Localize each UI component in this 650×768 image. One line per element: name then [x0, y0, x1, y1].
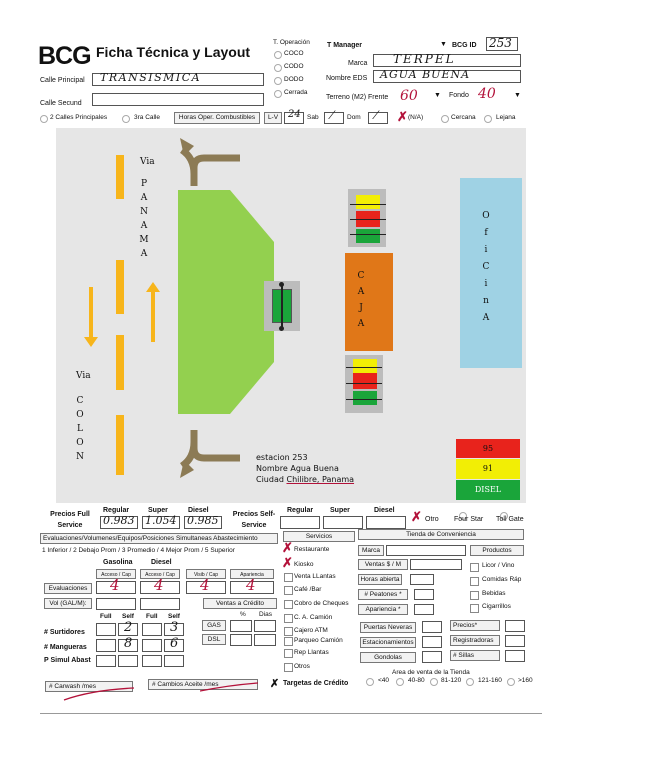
otro-label: Otro — [425, 516, 439, 523]
lv-value: 24 — [288, 109, 301, 120]
area-radio[interactable] — [466, 678, 474, 686]
nombre-eds-label: Nombre EDS — [326, 75, 368, 82]
tienda-apariencia-field[interactable] — [414, 604, 434, 615]
servicio-item: Cobro de Cheques — [294, 600, 349, 607]
via-panama-label: Via — [140, 157, 155, 167]
tienda-apariencia: Apariencia * — [358, 604, 408, 615]
col-super: Super — [148, 507, 168, 514]
chevron-down-icon[interactable]: ▼ — [434, 92, 441, 99]
vol-field[interactable] — [96, 598, 136, 610]
eval-scale: 1 Inferior / 2 Debajo Prom / 3 Promedio / 4 Mejor Prom / 5 Superior — [42, 547, 235, 554]
lv-button[interactable]: L-V — [264, 112, 282, 124]
bcg-id-value: 253 — [489, 36, 512, 50]
mangueras-gas-value: 8 — [124, 636, 133, 651]
caja-letter: A — [357, 287, 365, 297]
via-panama-letter: M — [139, 235, 149, 245]
ciudad-value: Chilibre, Panama — [286, 475, 355, 484]
nombre-eds-value: AGUA BUENA — [380, 68, 471, 81]
ventas-credito-button[interactable]: Ventas a Crédito — [203, 598, 277, 609]
cigarrillos-label: Cigarrillos — [482, 603, 511, 610]
tienda-precios: Precios* — [450, 620, 500, 631]
gas-dias-field[interactable] — [254, 620, 276, 632]
chevron-down-icon[interactable]: ▼ — [514, 92, 521, 99]
tienda-sillas: # Sillas — [450, 650, 500, 661]
surtidores-dsl-value: 3 — [170, 620, 179, 635]
tienda-marca: Marca — [358, 545, 384, 556]
pump-slot-diesel — [353, 391, 377, 405]
gas-pct-field[interactable] — [230, 620, 252, 632]
op-radio-cerrada[interactable] — [274, 90, 282, 98]
form-title: Ficha Técnica y Layout — [96, 44, 251, 60]
tienda-ventas: Ventas $ / M — [358, 559, 408, 570]
servicio-item: Otros — [294, 663, 310, 670]
bebidas-label: Bebidas — [482, 590, 506, 597]
simul-label: P Simul Abast — [44, 657, 91, 664]
precios-full-label: Precios Full Service — [50, 511, 90, 529]
oficina-letter: i — [484, 245, 488, 255]
targetas-label: Targetas de Crédito — [283, 680, 349, 687]
evaluaciones-header: Evaluaciones/Volumenes/Equipos/Posiciones Simultaneas Abastecimiento — [40, 533, 278, 544]
toll-gate-label: Toll Gate — [496, 516, 524, 523]
pump-slot-91 — [353, 359, 377, 373]
evaluaciones-label: Evaluaciones — [44, 583, 92, 594]
area-option: 40-80 — [408, 677, 425, 684]
x-mark-icon: ✗ — [397, 109, 408, 124]
surt-full-header: Full — [100, 613, 112, 620]
radio-cercana[interactable] — [441, 115, 449, 123]
eval-col-header: Apariencia — [230, 569, 274, 579]
tienda-sillas-field[interactable] — [505, 650, 525, 662]
servicio-checkbox[interactable] — [284, 663, 293, 672]
via-colon-letter: C — [76, 396, 84, 406]
caja-letter: C — [357, 271, 365, 281]
comidas-label: Comidas Ráp — [482, 576, 522, 583]
surtidores-field[interactable] — [96, 623, 116, 636]
tienda-precios-field[interactable] — [505, 620, 525, 632]
via-panama-letter: P — [140, 179, 148, 189]
via-colon-letter: O — [76, 410, 84, 420]
x-mark-icon: ✗ — [282, 540, 293, 555]
simul-field[interactable] — [164, 655, 184, 667]
carwash-field[interactable]: # Carwash /mes — [45, 681, 133, 692]
vol-field[interactable] — [140, 598, 180, 610]
servicio-item: Café /Bar — [294, 586, 322, 593]
pump-slot-95 — [353, 373, 377, 389]
t-operacion-label: T. Operación — [273, 39, 310, 46]
fondo-value: 40 — [478, 86, 496, 102]
eval-col-header: Acceso / Cap — [96, 569, 136, 579]
arrow-down-icon — [84, 287, 98, 347]
radio-3ra-calle[interactable] — [122, 115, 130, 123]
bcg-id-label: BCG ID — [452, 42, 477, 49]
nombre-label: Nombre — [256, 464, 288, 473]
op-radio-coco[interactable] — [274, 51, 282, 59]
frente-value: 60 — [400, 88, 418, 104]
mangueras-field[interactable] — [96, 639, 116, 652]
area-radio[interactable] — [430, 678, 438, 686]
servicio-item: Rep Llantas — [294, 649, 329, 656]
terreno-label: Terreno (M2) Frente — [326, 94, 389, 101]
tienda-gondolas-field[interactable] — [422, 651, 442, 663]
cambios-aceite-field[interactable]: # Cambios Aceite /mes — [148, 679, 258, 690]
dsl-label: DSL — [202, 634, 226, 645]
oficina-letter: C — [482, 262, 490, 272]
nombre-value: Agua Buena — [290, 464, 339, 473]
area-option: <40 — [378, 677, 390, 684]
mangueras-label: # Mangueras — [44, 644, 87, 651]
exit-arrow-icon — [180, 430, 246, 480]
tienda-puertas: Puertas Neveras — [360, 622, 416, 633]
comidas-checkbox[interactable] — [470, 577, 479, 586]
caja-letter: J — [359, 303, 363, 313]
surt-full-header: Full — [146, 613, 158, 620]
vol-label: Vol (GAL/M): — [44, 598, 92, 609]
tienda-peatones: # Peatones * — [358, 589, 408, 600]
op-option-dodo: DODO — [284, 76, 304, 83]
dom-mark: ⁄ — [375, 109, 377, 122]
eval-value: 4 — [246, 576, 256, 594]
op-option-coco: COCO — [284, 50, 304, 57]
via-panama-letter: A — [140, 193, 148, 203]
caja-building — [345, 253, 393, 351]
fondo-label: Fondo — [449, 92, 469, 99]
gas-label: GAS — [202, 620, 226, 631]
self-col-diesel: Diesel — [374, 507, 395, 514]
pump-hose — [346, 399, 382, 400]
pump-slot-diesel — [356, 229, 380, 243]
oficina-letter: n — [483, 296, 489, 306]
regular-price-value: 0.983 — [103, 514, 135, 527]
tienda-puertas-field[interactable] — [422, 621, 442, 633]
diesel-price-value: 0.985 — [187, 514, 219, 527]
servicio-item: Venta LLantas — [294, 573, 336, 580]
pump-hose — [346, 383, 382, 384]
precios-self-label: Precios Self-Service — [232, 511, 276, 529]
legend-diesel: DISEL — [456, 480, 520, 500]
marca-value: TERPEL — [393, 52, 456, 66]
licor-label: Licor / Vino — [482, 562, 515, 569]
t-manager-label: T Manager — [327, 42, 363, 49]
area-option: >160 — [518, 677, 533, 684]
oficina-letter: O — [482, 211, 490, 221]
via-colon-letter: L — [77, 424, 83, 434]
four-star-label: Four Star — [454, 516, 484, 523]
calle-principal-value: TRANSISMICA — [100, 71, 202, 84]
servicio-checkbox[interactable] — [284, 600, 293, 609]
area-radio[interactable] — [366, 678, 374, 686]
via-panama-letter: A — [140, 221, 148, 231]
legend-91: 91 — [456, 459, 520, 479]
tienda-estacionamientos: Estacionamientos — [360, 637, 416, 648]
pump-hose — [350, 219, 386, 220]
cigarrillos-checkbox[interactable] — [470, 604, 479, 613]
tienda-header: Tienda de Conveniencia — [358, 529, 524, 540]
tienda-gondolas: Gondolas — [360, 652, 416, 663]
bebidas-checkbox[interactable] — [470, 591, 479, 600]
pct-label: % — [240, 611, 246, 618]
canopy-area — [178, 190, 276, 414]
hose-nozzle — [279, 282, 284, 287]
diesel-eval-label: Diesel — [151, 559, 172, 566]
tienda-productos: Productos — [470, 545, 524, 556]
estacion-value: 253 — [292, 453, 308, 462]
eval-value: 4 — [154, 576, 164, 594]
tienda-marca-field[interactable] — [386, 545, 466, 556]
servicio-checkbox[interactable] — [284, 614, 293, 623]
tienda-registradoras: Registradoras — [450, 635, 500, 646]
oficina-letter: A — [482, 313, 490, 323]
oficina-letter: f — [484, 228, 488, 238]
cercana-label: Cercana — [451, 114, 476, 121]
mangueras-field[interactable] — [142, 639, 162, 652]
area-option: 81-120 — [441, 677, 462, 684]
col-diesel: Diesel — [188, 507, 209, 514]
servicio-item: Cajero ATM — [294, 627, 328, 634]
via-colon-letter: N — [76, 452, 84, 462]
check-x-icon: ✗ — [270, 678, 280, 690]
road-stripe — [116, 335, 124, 390]
servicio-item: Restaurante — [294, 546, 330, 553]
na-label: (N/A) — [408, 114, 424, 121]
radio-lejana[interactable] — [484, 115, 492, 123]
tienda-horas-field[interactable] — [410, 574, 434, 585]
calle-principal-label: Calle Principal — [40, 77, 85, 84]
chevron-down-icon[interactable]: ▼ — [440, 41, 447, 48]
x-mark-icon: ✗ — [411, 509, 422, 524]
caja-letter: A — [357, 319, 365, 329]
eval-col-header: Acceso / Cap — [140, 569, 180, 579]
marca-label: Marca — [348, 60, 368, 67]
road-stripe — [116, 415, 124, 475]
servicio-checkbox[interactable] — [284, 637, 293, 646]
self-regular-field[interactable] — [280, 516, 320, 529]
legend-95: 95 — [456, 439, 520, 458]
tienda-estacionamientos-field[interactable] — [422, 636, 442, 648]
road-stripe — [116, 155, 124, 199]
via-colon-label: Via — [76, 371, 91, 381]
dom-label: Dom — [347, 114, 361, 121]
servicios-header: Servicios — [283, 531, 355, 542]
dom-field[interactable] — [368, 112, 388, 124]
tercera-calle-label: 3ra Calle — [134, 114, 161, 121]
servicio-checkbox[interactable] — [284, 649, 293, 658]
carwash-scribble — [62, 684, 136, 702]
calle-secundaria-label: Calle Secund — [40, 100, 82, 107]
horas-oper-button[interactable]: Horas Oper. Combustibles — [174, 112, 260, 124]
sab-field[interactable] — [324, 112, 344, 124]
tienda-horas: Horas abierta — [358, 574, 402, 585]
eval-col-header: Visib / Cap — [186, 569, 226, 579]
self-super-field[interactable] — [323, 516, 363, 529]
logo: BCG — [38, 42, 91, 70]
x-mark-icon: ✗ — [282, 555, 293, 570]
op-radio-dodo[interactable] — [274, 77, 282, 85]
sab-mark: ⁄ — [331, 109, 333, 122]
surtidores-label: # Surtidores — [44, 629, 85, 636]
road-stripe — [116, 260, 124, 314]
self-diesel-field[interactable] — [366, 516, 406, 529]
super-price-value: 1.054 — [145, 514, 177, 527]
area-radio[interactable] — [396, 678, 404, 686]
lejana-label: Lejana — [496, 114, 516, 121]
col-regular: Regular — [103, 507, 130, 514]
eval-value: 4 — [110, 576, 120, 594]
gasolina-label: Gasolina — [103, 559, 133, 566]
op-option-codo: CODO — [284, 63, 304, 70]
station-info — [256, 452, 354, 485]
cambios-scribble — [200, 680, 260, 692]
servicio-item: C. A. Camión — [294, 614, 333, 621]
servicio-checkbox[interactable] — [284, 573, 293, 582]
mangueras-dsl-value: 6 — [170, 636, 179, 651]
simul-field[interactable] — [96, 655, 116, 667]
pump-hose — [281, 284, 283, 329]
surt-self-header: Self — [122, 613, 134, 620]
sab-label: Sab — [307, 114, 319, 121]
calle-secundaria-field[interactable] — [92, 93, 264, 106]
area-venta-label: Area de venta de la Tienda — [392, 669, 470, 676]
servicio-item: Kiosko — [294, 561, 314, 568]
dsl-dias-field[interactable] — [254, 634, 276, 646]
self-col-super: Super — [330, 507, 350, 514]
op-option-cerrada: Cerrada — [284, 89, 308, 96]
dos-calles-label: 2 Calles Principales — [50, 114, 108, 121]
servicio-checkbox[interactable] — [284, 586, 293, 595]
surtidores-gas-value: 2 — [124, 620, 133, 635]
bottom-divider — [40, 713, 542, 714]
estacion-label: estacion — [256, 453, 290, 462]
licor-checkbox[interactable] — [470, 563, 479, 572]
servicio-item: Parqueo Camión — [294, 637, 343, 644]
ciudad-label: Ciudad — [256, 475, 284, 484]
arrow-up-icon — [146, 282, 160, 342]
via-panama-letter: A — [140, 249, 148, 259]
entry-arrow-icon — [180, 136, 246, 186]
op-radio-codo[interactable] — [274, 64, 282, 72]
servicio-checkbox[interactable] — [284, 627, 293, 636]
simul-field[interactable] — [118, 655, 138, 667]
eval-value: 4 — [200, 576, 210, 594]
surt-self-header: Self — [168, 613, 180, 620]
pump-hose — [350, 234, 386, 235]
pump-hose — [350, 204, 386, 205]
pump-hose — [346, 367, 382, 368]
self-col-regular: Regular — [287, 507, 314, 514]
oficina-letter: i — [484, 279, 488, 289]
simul-field[interactable] — [142, 655, 162, 667]
area-radio[interactable] — [507, 678, 515, 686]
radio-2-calles[interactable] — [40, 115, 48, 123]
via-colon-letter: O — [76, 438, 84, 448]
pump-slot-91 — [356, 195, 380, 209]
area-option: 121-160 — [478, 677, 502, 684]
dias-label: Dias — [259, 611, 273, 618]
via-panama-letter: N — [140, 207, 148, 217]
dsl-pct-field[interactable] — [230, 634, 252, 646]
tienda-ventas-field[interactable] — [410, 559, 462, 570]
hose-nozzle — [279, 326, 284, 331]
tienda-peatones-field[interactable] — [414, 589, 434, 600]
surtidores-field[interactable] — [142, 623, 162, 636]
tienda-registradoras-field[interactable] — [505, 635, 525, 647]
